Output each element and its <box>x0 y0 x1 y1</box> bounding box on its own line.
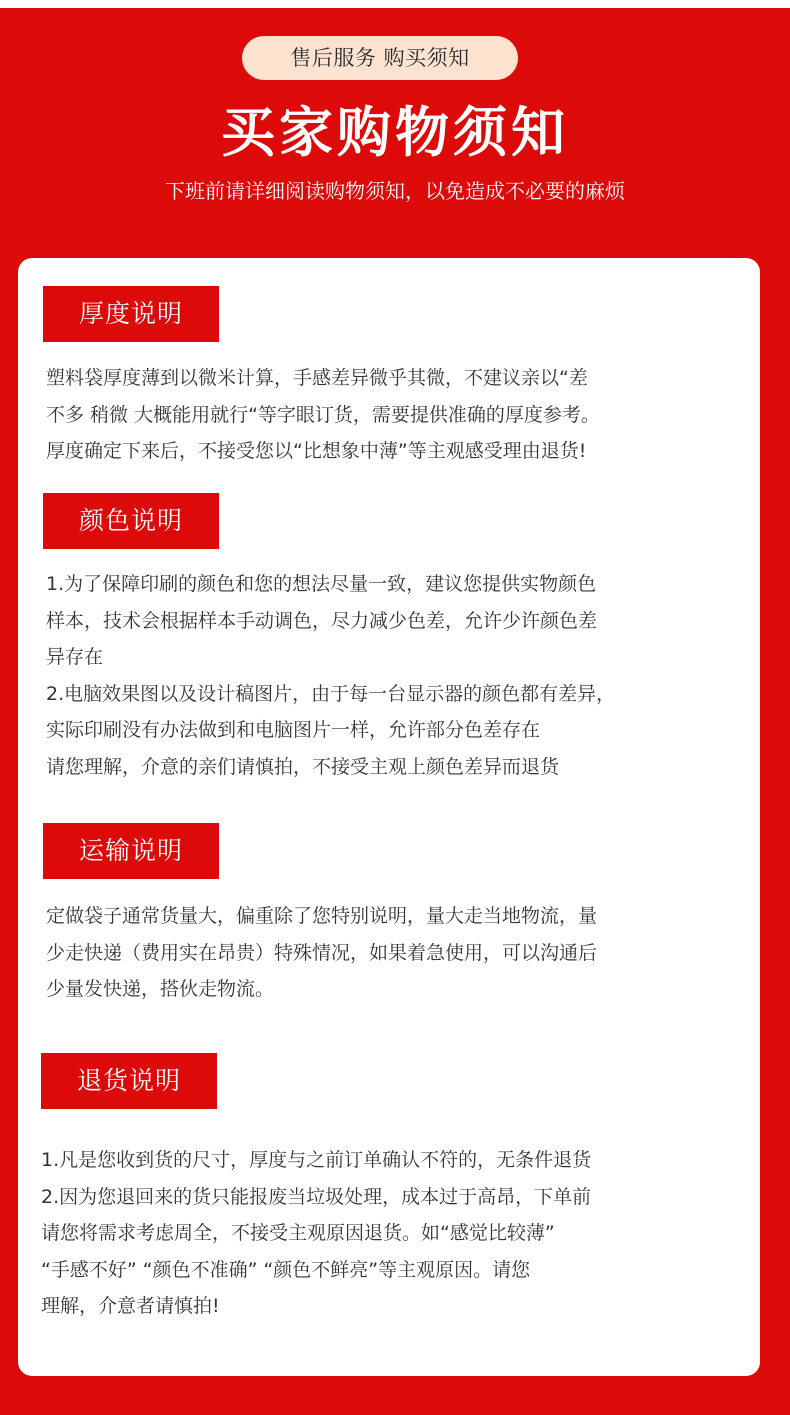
section-body-returns <box>41 1142 741 1325</box>
text-line: 厚度确定下来后，不接受您以“比想象中薄”等主观感受理由退货! <box>46 440 587 462</box>
section-body-color <box>46 566 746 785</box>
section-title-thickness: 厚度说明 <box>43 286 219 342</box>
page-background <box>0 8 790 1415</box>
text-line: 请您理解，介意的亲们请慎拍，不接受主观上颜色差异而退货 <box>46 755 560 778</box>
text-line: 定做袋子通常货量大，偏重除了您特别说明，量大走当地物流，量 <box>46 905 598 927</box>
page-subtitle: 下班前请详细阅读购物须知，以免造成不必要的麻烦 <box>165 179 625 203</box>
text-line: 请您将需求考虑周全，不接受主观原因退货。如“感觉比较薄” <box>41 1222 555 1244</box>
text-line: 少走快递（费用实在昂贵）特殊情况，如果着急使用，可以沟通后 <box>46 941 598 964</box>
text-line: 理解，介意者请慎拍! <box>41 1295 220 1317</box>
page-title: 买家购物须知 <box>221 101 569 164</box>
text-line: “手感不好” “颜色不准确” “颜色不鲜亮”等主观原因。请您 <box>41 1258 531 1281</box>
text-line: 2.因为您退回来的货只能报废当垃圾处理，成本过于高昂，下单前 <box>41 1185 592 1208</box>
text-line: 异存在 <box>46 646 104 668</box>
text-line: 少量发快递，搭伙走物流。 <box>46 978 275 1000</box>
text-line: 样本，技术会根据样本手动调色，尽力减少色差，允许少许颜色差 <box>46 609 598 632</box>
text-line: 塑料袋厚度薄到以微米计算，手感差异微乎其微，不建议亲以“差 <box>46 367 588 389</box>
text-line: 2.电脑效果图以及设计稿图片，由于每一台显示器的颜色都有差异， <box>46 682 616 705</box>
section-body-shipping <box>46 898 746 1008</box>
section-title-color: 颜色说明 <box>43 493 219 549</box>
section-body-thickness <box>46 360 746 470</box>
text-line: 1.为了保障印刷的颜色和您的想法尽量一致，建议您提供实物颜色 <box>46 573 597 595</box>
header-pill-label: 售后服务 购买须知 <box>242 36 518 80</box>
section-title-returns: 退货说明 <box>41 1053 217 1109</box>
text-line: 1.凡是您收到货的尺寸，厚度与之前订单确认不符的，无条件退货 <box>41 1149 592 1171</box>
section-title-shipping: 运输说明 <box>43 823 219 879</box>
text-line: 实际印刷没有办法做到和电脑图片一样，允许部分色差存在 <box>46 719 541 741</box>
text-line: 不多 稍微 大概能用就行“等字眼订货，需要提供准确的厚度参考。 <box>46 403 600 426</box>
notice-card <box>18 258 760 1376</box>
